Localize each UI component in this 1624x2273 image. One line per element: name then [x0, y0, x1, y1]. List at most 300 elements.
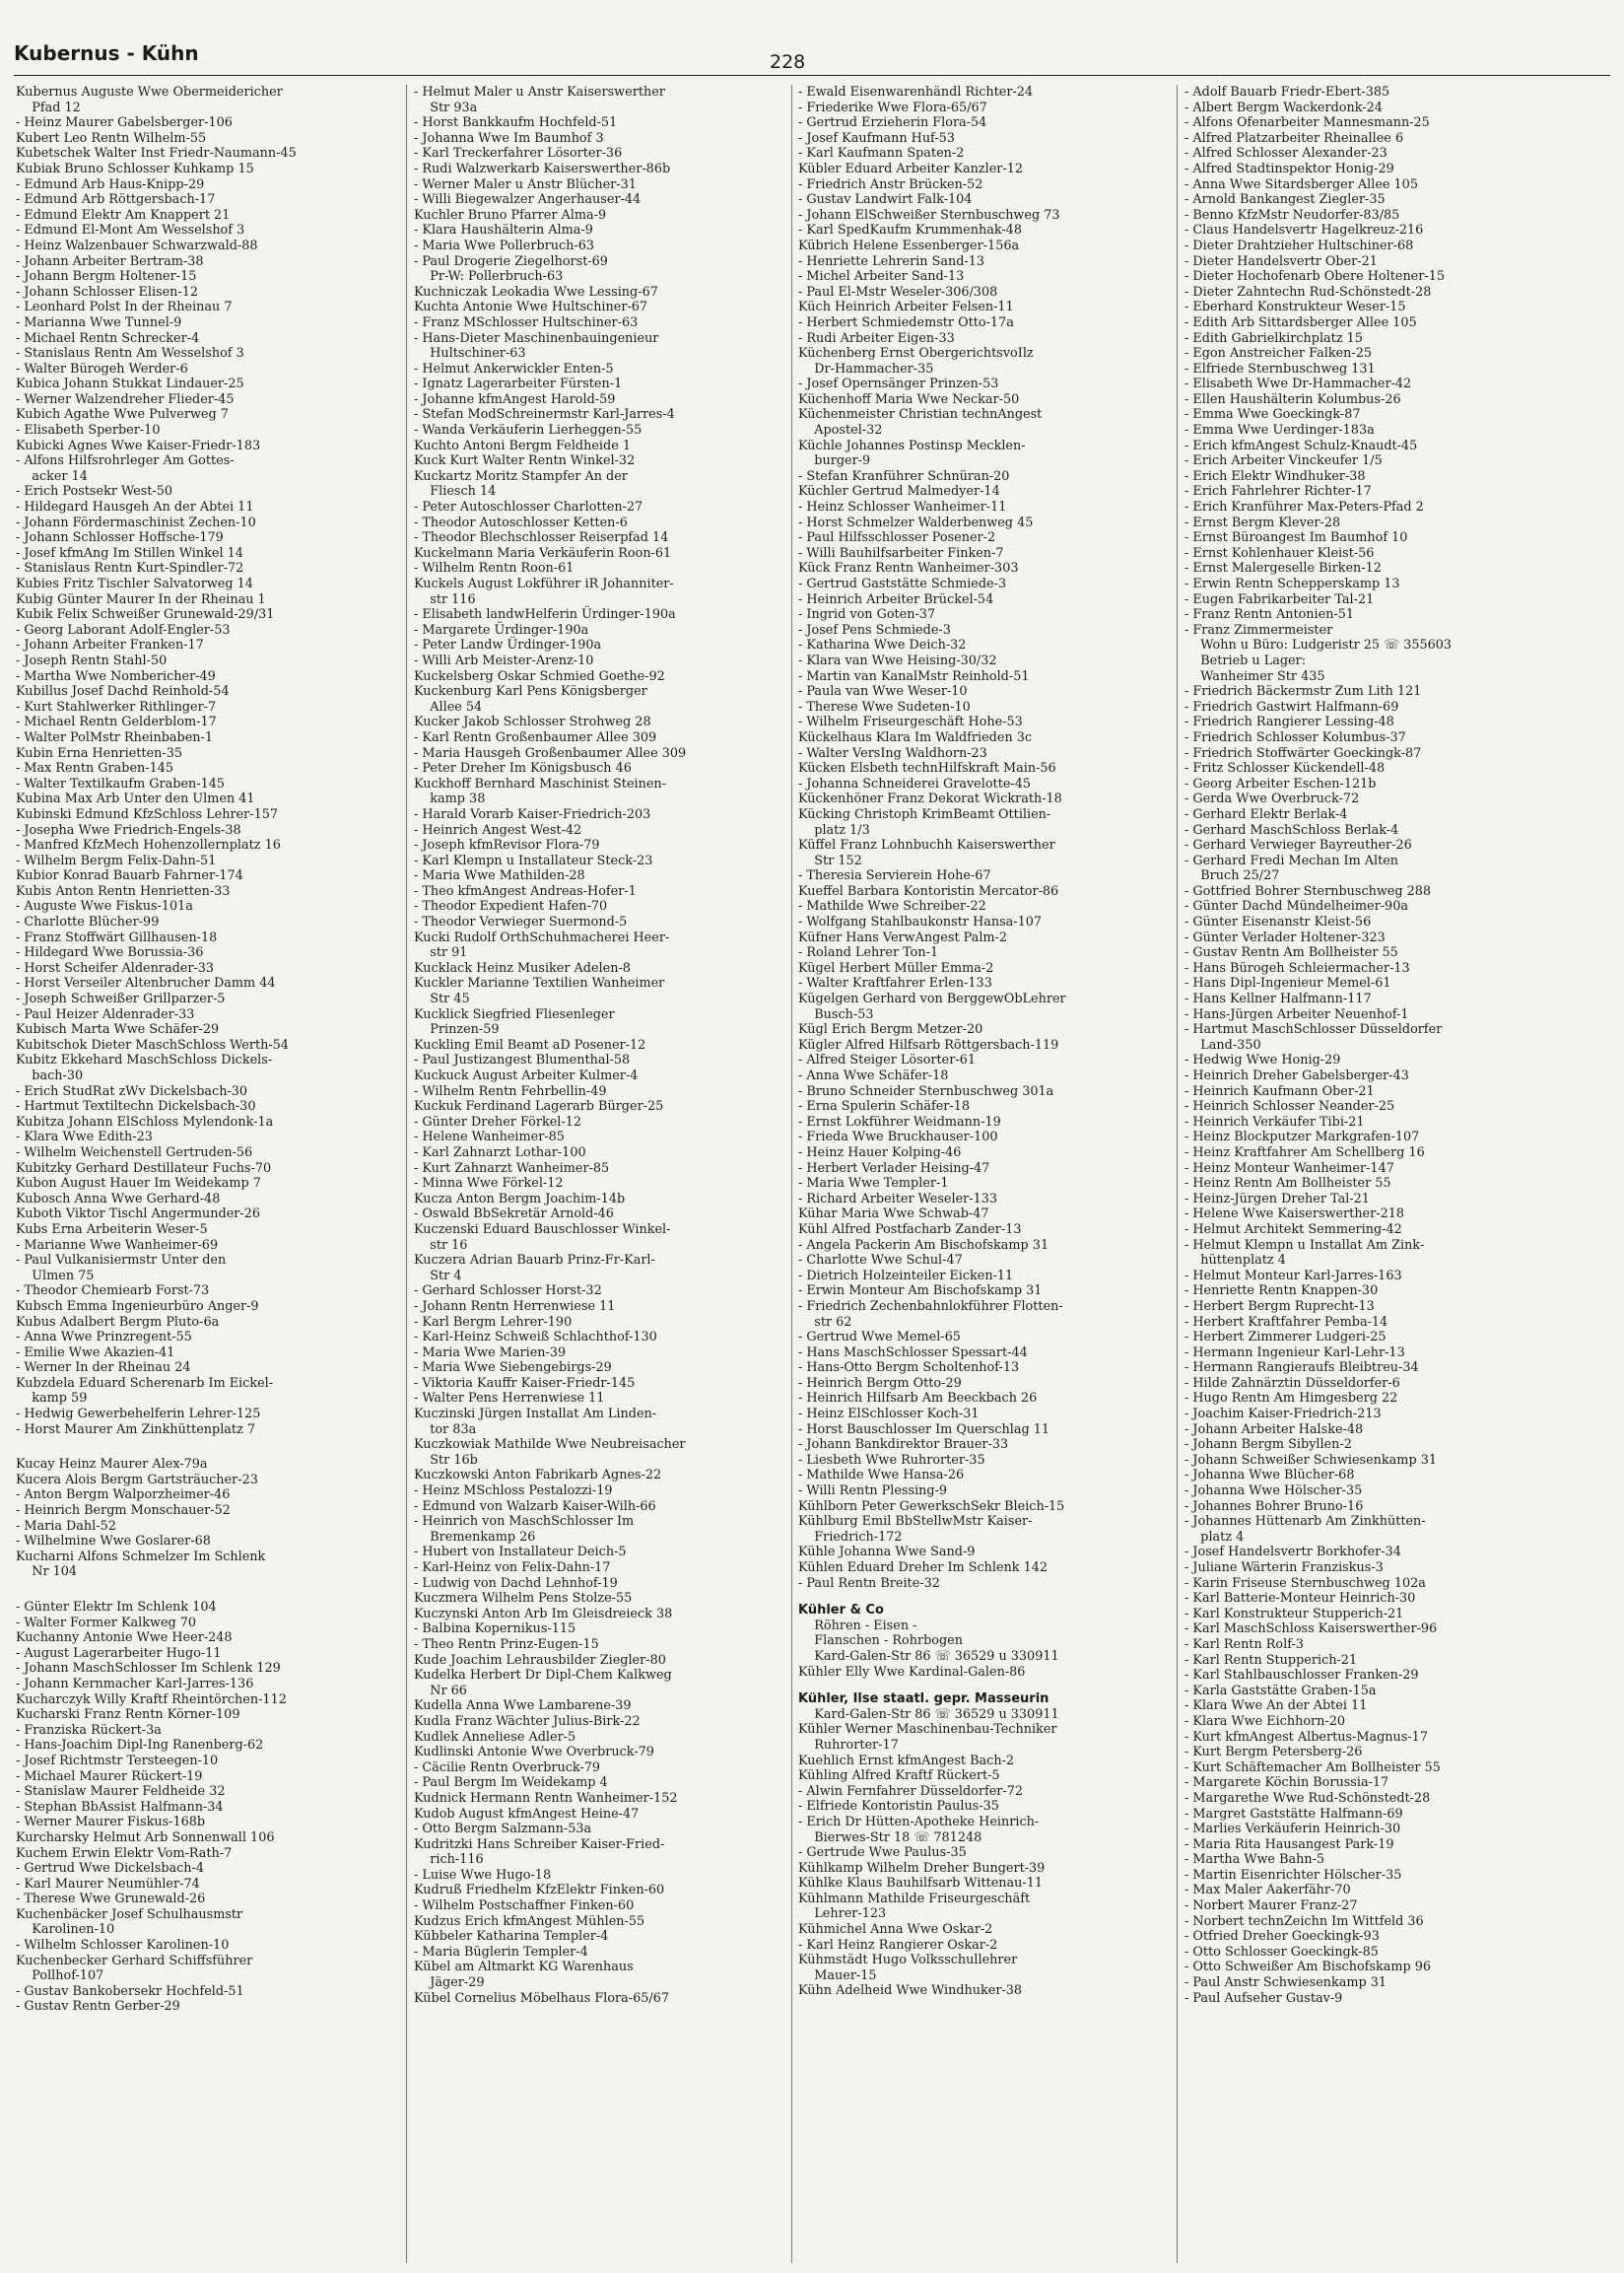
directory-entry: Kubillus Josef Dachd Reinhold-54	[16, 684, 230, 700]
directory-entry: - Heinrich Schlosser Neander-25	[1184, 1099, 1395, 1115]
directory-entry: - Alfred Steiger Lösorter-61	[798, 1053, 976, 1068]
directory-entry: - Erich StudRat zWv Dickelsbach-30	[16, 1083, 248, 1099]
directory-entry: - Edmund Elektr Am Knappert 21	[16, 207, 231, 223]
directory-entry: - Hans-Joachim Dipl-Ing Ranenberg-62	[16, 1738, 264, 1754]
directory-entry: - Heinrich Kaufmann Ober-21	[1184, 1083, 1375, 1099]
directory-entry: - Helmut Ankerwickler Enten-5	[414, 361, 614, 377]
directory-entry: - Walter Bürogeh Werder-6	[16, 361, 188, 377]
directory-entry: Kuckelmann Maria Verkäuferin Roon-61	[414, 545, 672, 561]
directory-entry: - Gerhard Elektr Berlak-4	[1184, 806, 1348, 822]
directory-entry: Kühle Johanna Wwe Sand-9	[798, 1545, 976, 1560]
directory-entry: - Heinz Rentn Am Bollheister 55	[1184, 1176, 1391, 1192]
directory-entry: - Karla Gaststätte Graben-15a	[1184, 1683, 1377, 1698]
directory-entry: Kübbeler Katharina Templer-4	[414, 1929, 609, 1945]
directory-entry: - Stanislaus Rentn Am Wesselshof 3	[16, 346, 244, 362]
directory-entry: - Fritz Schlosser Kückendell-48	[1184, 761, 1386, 777]
directory-entry: - Heinrich Dreher Gabelsberger-43	[1184, 1068, 1409, 1083]
directory-entry: Kuczkowiak Mathilde Wwe Neubreisacher Str 16b	[414, 1437, 686, 1468]
directory-entry: - Hartmut Textiltechn Dickelsbach-30	[16, 1099, 256, 1115]
directory-entry: - Helene Wwe Kaiserswerther-218	[1184, 1206, 1404, 1222]
directory-entry: - Friedrich Bäckermstr Zum Lith 121	[1184, 684, 1422, 700]
directory-entry: - Johann Arbeiter Halske-48	[1184, 1421, 1364, 1437]
directory-entry: - Horst Bauschlosser Im Querschlag 11	[798, 1421, 1050, 1437]
directory-entry: - Edmund Arb Haus-Knipp-29	[16, 176, 205, 192]
directory-entry: - Mathilde Wwe Schreiber-22	[798, 899, 986, 915]
directory-entry: - Eugen Fabrikarbeiter Tal-21	[1184, 591, 1375, 607]
directory-entry: Kubus Adalbert Bergm Pluto-6a	[16, 1314, 220, 1330]
directory-entry: Kuehlich Ernst kfmAngest Bach-2	[798, 1753, 1015, 1768]
directory-entry: - Hans Dipl-Ingenieur Memel-61	[1184, 976, 1391, 992]
directory-entry: - Theo Rentn Prinz-Eugen-15	[414, 1636, 599, 1652]
directory-entry: - Friedrich Stoffwärter Goeckingk-87	[1184, 745, 1422, 761]
directory-entry: - Claus Handelsvertr Hagelkreuz-216	[1184, 223, 1424, 239]
directory-entry: - Friederike Wwe Flora-65/67	[798, 100, 987, 115]
directory-entry: Kubitschok Dieter MaschSchloss Werth-54	[16, 1037, 289, 1053]
directory-entry: - August Lagerarbeiter Hugo-11	[16, 1645, 222, 1661]
directory-entry: - Horst Verseiler Altenbrucher Damm 44	[16, 976, 276, 992]
directory-entry: - Erich kfmAngest Schulz-Knaudt-45	[1184, 438, 1418, 453]
directory-entry: - Paul Drogerie Ziegelhorst-69 Pr-W: Pollerbruch-63	[414, 253, 608, 285]
directory-entry: - Elisabeth landwHelferin Ürdinger-190a	[414, 607, 676, 623]
directory-entry: - Edith Arb Sittardsberger Allee 105	[1184, 314, 1417, 330]
directory-entry: - Maria Wwe Pollerbruch-63	[414, 238, 595, 253]
directory-entry: Kühmichel Anna Wwe Oskar-2	[798, 1922, 993, 1938]
directory-entry: - Gerhard Verwieger Bayreuther-26	[1184, 838, 1412, 854]
directory-entry: Küffel Franz Lohnbuchh Kaiserswerther Str 152	[798, 838, 1055, 868]
directory-entry: - Benno KfzMstr Neudorfer-83/85	[1184, 207, 1400, 223]
directory-entry: - Karl Kaufmann Spaten-2	[798, 146, 965, 162]
directory-entry: Kucera Alois Bergm Gartsträucher-23	[16, 1472, 258, 1487]
directory-column-4	[1184, 85, 1569, 2263]
directory-entry: Kubzdela Eduard Scherenarb Im Eickel- kamp 59	[16, 1375, 274, 1407]
directory-entry: Kudnick Hermann Rentn Wanheimer-152	[414, 1790, 678, 1806]
directory-entry: Küchenhoff Maria Wwe Neckar-50	[798, 391, 1020, 407]
directory-entry: - Karl Klempn u Installateur Steck-23	[414, 853, 653, 868]
directory-entry: - Hugo Rentn Am Himgesberg 22	[1184, 1391, 1398, 1407]
directory-entry: - Johann MaschSchlosser Im Schlenk 129	[16, 1661, 281, 1677]
directory-entry: Kübel am Altmarkt KG Warenhaus Jäger-29	[414, 1960, 634, 1991]
directory-entry: - Heinrich Verkäufer Tibi-21	[1184, 1114, 1365, 1130]
directory-entry: - Edith Gabrielkirchplatz 15	[1184, 330, 1363, 346]
directory-entry: - Minna Wwe Förkel-12	[414, 1176, 564, 1192]
directory-entry: - Stefan ModSchreinermstr Karl-Jarres-4	[414, 407, 675, 423]
directory-entry: Kuczkowski Anton Fabrikarb Agnes-22	[414, 1468, 662, 1483]
directory-entry: - Marlies Verkäuferin Heinrich-30	[1184, 1822, 1401, 1837]
directory-entry: - Friedrich Rangierer Lessing-48	[1184, 715, 1394, 730]
directory-entry: - Helmut Architekt Semmering-42	[1184, 1221, 1402, 1237]
directory-entry: Kühlke Klaus Bauhilfsarb Wittenau-11	[798, 1876, 1044, 1892]
directory-entry: - Karl Stahlbauschlosser Franken-29	[1184, 1668, 1419, 1684]
column-divider	[406, 85, 407, 2263]
directory-entry: Kügl Erich Bergm Metzer-20	[798, 1022, 983, 1038]
directory-entry: - Günter Elektr Im Schlenk 104	[16, 1600, 217, 1615]
directory-entry: Kucker Jakob Schlosser Strohweg 28	[414, 715, 651, 730]
directory-entry: - Gustav Rentn Am Bollheister 55	[1184, 945, 1398, 961]
directory-entry: Kubernus Auguste Wwe Obermeidericher Pfad 12	[16, 85, 283, 115]
directory-entry: - Franz Rentn Antonien-51	[1184, 607, 1355, 623]
directory-entry: - Emilie Wwe Akazien-41	[16, 1344, 175, 1360]
directory-entry: Kuchler Bruno Pfarrer Alma-9	[414, 207, 607, 223]
directory-entry: - Stephan BbAssist Halfmann-34	[16, 1799, 224, 1815]
directory-entry: - Karl Heinz Rangierer Oskar-2	[798, 1937, 998, 1953]
directory-entry: - Johanna Wwe Hölscher-35	[1184, 1483, 1363, 1499]
directory-entry: - Norbert technZeichn Im Wittfeld 36	[1184, 1913, 1424, 1929]
directory-entry: Kudritzki Hans Schreiber Kaiser-Fried- rich-116	[414, 1836, 665, 1868]
directory-entry: - Max Rentn Graben-145	[16, 761, 174, 777]
directory-entry: - Helene Wanheimer-85	[414, 1130, 565, 1145]
directory-entry: - Franz Zimmermeister Wohn u Büro: Ludgeristr 25 ☏ 355603 Betrieb u Lager: Wanheimer Str 435	[1184, 622, 1453, 684]
directory-entry: - Josef Kaufmann Huf-53	[798, 130, 955, 146]
directory-entry: Kubon August Hauer Im Weidekamp 7	[16, 1176, 261, 1192]
directory-entry: - Klara Wwe An der Abtei 11	[1184, 1698, 1368, 1714]
directory-entry: - Ernst Kohlenhauer Kleist-56	[1184, 545, 1375, 561]
directory-entry: - Margarete Ürdinger-190a	[414, 622, 589, 638]
directory-entry: Kuckuck August Arbeiter Kulmer-4	[414, 1068, 639, 1083]
directory-entry: - Karl Zahnarzt Lothar-100	[414, 1144, 586, 1160]
directory-entry: - Elisabeth Sperber-10	[16, 423, 161, 439]
directory-entry: Kubis Anton Rentn Henrietten-33	[16, 883, 231, 899]
directory-entry: Kühn Adelheid Wwe Windhuker-38	[798, 1983, 1023, 1999]
directory-entry: - Heinrich Bergm Monschauer-52	[16, 1503, 231, 1519]
directory-entry: - Wilhelm Friseurgeschäft Hohe-53	[798, 715, 1023, 730]
directory-entry: - Dieter Zahntechn Rud-Schönstedt-28	[1184, 284, 1432, 300]
directory-entry: - Johanne kfmAngest Harold-59	[414, 391, 616, 407]
directory-entry: - Otto Schlosser Goeckingk-85	[1184, 1944, 1379, 1960]
directory-entry: - Hans MaschSchlosser Spessart-44	[798, 1344, 1028, 1360]
directory-entry: - Wilhelm Rentn Roon-61	[414, 561, 575, 577]
directory-entry: - Dieter Hochofenarb Obere Holtener-15	[1184, 269, 1445, 285]
directory-entry: - Erich Kranführer Max-Peters-Pfad 2	[1184, 500, 1424, 516]
directory-entry: - Karl Rentn Rolf-3	[1184, 1636, 1304, 1652]
directory-entry: - Maria Büglerin Templer-4	[414, 1944, 588, 1960]
directory-entry: Kühler & Co	[798, 1603, 884, 1619]
directory-entry: - Viktoria Kauffr Kaiser-Friedr-145	[414, 1375, 636, 1391]
directory-entry: - Georg Arbeiter Eschen-121b	[1184, 776, 1377, 792]
directory-entry: Kudlek Anneliese Adler-5	[414, 1729, 576, 1745]
directory-entry: - Michael Rentn Schrecker-4	[16, 330, 200, 346]
directory-entry: - Arnold Bankangest Ziegler-35	[1184, 192, 1386, 208]
directory-entry: - Hubert von Installateur Deich-5	[414, 1545, 627, 1560]
directory-entry: - Karin Friseuse Sternbuschweg 102a	[1184, 1575, 1426, 1591]
directory-entry: Kude Joachim Lehrausbilder Ziegler-80	[414, 1652, 666, 1668]
directory-entry: - Johann Arbeiter Bertram-38	[16, 253, 204, 269]
directory-entry: - Edmund von Walzarb Kaiser-Wilh-66	[414, 1498, 656, 1514]
directory-entry: - Johanna Wwe Im Baumhof 3	[414, 130, 604, 146]
directory-entry: Kuckuk Ferdinand Lagerarb Bürger-25	[414, 1099, 664, 1115]
directory-entry: - Klara van Wwe Heising-30/32	[798, 653, 997, 668]
directory-entry: - Josef Richtmstr Tersteegen-10	[16, 1753, 219, 1768]
directory-entry: - Hedwig Wwe Honig-29	[1184, 1053, 1341, 1068]
directory-entry: Kucharski Franz Rentn Körner-109	[16, 1707, 240, 1723]
directory-entry: - Oswald BbSekretär Arnold-46	[414, 1206, 614, 1222]
directory-entry: - Bruno Schneider Sternbuschweg 301a	[798, 1083, 1054, 1099]
directory-entry: - Kurt Zahnarzt Wanheimer-85	[414, 1160, 610, 1176]
directory-entry: - Gertrud Wwe Dickelsbach-4	[16, 1861, 205, 1877]
directory-entry: - Hildegard Wwe Borussia-36	[16, 945, 204, 961]
directory-entry: Kück Franz Rentn Wanheimer-303	[798, 561, 1019, 577]
directory-entry: - Wilhelmine Wwe Goslarer-68	[16, 1534, 211, 1550]
directory-entry: - Heinz Hauer Kolping-46	[798, 1144, 962, 1160]
directory-entry: - Franz MSchlosser Hultschiner-63	[414, 314, 639, 330]
directory-entry: - Rudi Arbeiter Eigen-33	[798, 330, 955, 346]
directory-entry: - Josef kfmAng Im Stillen Winkel 14	[16, 545, 243, 561]
directory-entry: - Emma Wwe Uerdinger-183a	[1184, 423, 1375, 439]
directory-entry: - Erich Dr Hütten-Apotheke Heinrich- Bierwes-Str 18 ☏ 781248	[798, 1814, 1040, 1845]
directory-entry: Kuchenbecker Gerhard Schiffsführer Pollhof-107	[16, 1953, 253, 1984]
directory-entry: Kuck Kurt Walter Rentn Winkel-32	[414, 453, 636, 469]
directory-entry: - Franziska Rückert-3a	[16, 1722, 162, 1738]
directory-entry: - Theo kfmAngest Andreas-Hofer-1	[414, 883, 637, 899]
directory-column-3	[798, 85, 1183, 2263]
directory-entry: - Ernst Bergm Klever-28	[1184, 515, 1341, 530]
directory-entry: - Alwin Fernfahrer Düsseldorfer-72	[798, 1783, 1024, 1799]
directory-entry: - Heinrich Angest West-42	[414, 822, 582, 838]
directory-entry: - Heinz Monteur Wanheimer-147	[1184, 1160, 1394, 1176]
directory-entry: - Karl Treckerfahrer Lösorter-36	[414, 146, 623, 162]
directory-entry: Kuckartz Moritz Stampfer An der Fliesch 14	[414, 468, 628, 500]
directory-entry: - Herbert Verlader Heising-47	[798, 1160, 990, 1176]
directory-entry: - Katharina Wwe Deich-32	[798, 638, 967, 654]
directory-entry: - Charlotte Blücher-99	[16, 915, 160, 930]
directory-entry: - Walter PolMstr Rheinbaben-1	[16, 729, 214, 745]
directory-entry: Kubinski Edmund KfzSchloss Lehrer-157	[16, 806, 279, 822]
directory-entry: Kubert Leo Rentn Wilhelm-55	[16, 130, 207, 146]
directory-entry: - Wilhelm Bergm Felix-Dahn-51	[16, 853, 217, 868]
directory-entry: Kubies Fritz Tischler Salvatorweg 14	[16, 577, 253, 591]
directory-entry: - Erna Spulerin Schäfer-18	[798, 1099, 971, 1115]
directory-entry: - Klara Wwe Eichhorn-20	[1184, 1713, 1345, 1729]
directory-entry: Kucklick Siegfried Fliesenleger Prinzen-59	[414, 1006, 615, 1038]
directory-entry: Kühlmann Mathilde Friseurgeschäft Lehrer-123	[798, 1891, 1031, 1922]
directory-entry: Kuczera Adrian Bauarb Prinz-Fr-Karl- Str 4	[414, 1253, 655, 1283]
directory-entry: - Otto Bergm Salzmann-53a	[414, 1822, 592, 1837]
directory-entry: - Gerhard Schlosser Horst-32	[414, 1283, 602, 1299]
directory-entry: Kudruß Friedhelm KfzElektr Finken-60	[414, 1883, 665, 1898]
directory-entry: - Willi Arb Meister-Arenz-10	[414, 653, 594, 668]
directory-entry: - Kurt Stahlwerker Rithlinger-7	[16, 699, 217, 715]
directory-entry: - Theodor Verwieger Suermond-5	[414, 915, 628, 930]
directory-entry: - Alfred Platzarbeiter Rheinallee 6	[1184, 130, 1404, 146]
directory-entry: - Gertrude Wwe Paulus-35	[798, 1845, 967, 1861]
directory-entry: Kühler Werner Maschinenbau-Techniker Ruhrorter-17	[798, 1722, 1057, 1753]
directory-entry: - Friedrich Gastwirt Halfmann-69	[1184, 699, 1399, 715]
directory-entry: Kard-Galen-Str 86 ☏ 36529 u 330911	[798, 1706, 1059, 1722]
directory-entry: - Ellen Haushälterin Kolumbus-26	[1184, 391, 1401, 407]
directory-entry: - Otfried Dreher Goeckingk-93	[1184, 1929, 1380, 1945]
directory-entry: Kückelhaus Klara Im Waldfrieden 3c	[798, 729, 1033, 745]
page-header	[14, 41, 1610, 76]
directory-entry: - Theodor Blechschlosser Reiserpfad 14	[414, 530, 669, 546]
directory-entry: - Margarete Köchin Borussia-17	[1184, 1775, 1389, 1791]
directory-entry: - Klara Wwe Edith-23	[16, 1130, 153, 1145]
directory-entry: - Gottfried Bohrer Sternbuschweg 288	[1184, 883, 1432, 899]
directory-entry: Küchle Johannes Postinsp Mecklen- burger-9	[798, 438, 1026, 469]
directory-entry: - Karl MaschSchloss Kaiserswerther-96	[1184, 1621, 1438, 1637]
directory-entry: - Henriette Rentn Knappen-30	[1184, 1283, 1379, 1299]
directory-entry: - Joseph Schweißer Grillparzer-5	[16, 992, 226, 1007]
directory-entry: - Alfons Ofenarbeiter Mannesmann-25	[1184, 115, 1430, 131]
directory-entry: Kubsch Emma Ingenieurbüro Anger-9	[16, 1298, 259, 1314]
directory-entry: Kückenhöner Franz Dekorat Wickrath-18	[798, 792, 1062, 807]
directory-entry: - Horst Maurer Am Zinkhüttenplatz 7	[16, 1421, 256, 1437]
directory-entry: - Karl SpedKaufm Krummenhak-48	[798, 223, 1022, 239]
directory-entry: - Wilhelm Weichenstell Gertruden-56	[16, 1144, 253, 1160]
directory-entry: - Marianne Wwe Wanheimer-69	[16, 1237, 219, 1253]
directory-entry: - Balbina Kopernikus-115	[414, 1621, 576, 1637]
directory-entry: - Hartmut MaschSchlosser Düsseldorfer Land-350	[1184, 1022, 1443, 1053]
directory-entry: - Wanda Verkäuferin Lierheggen-55	[414, 423, 643, 439]
directory-entry: - Therese Wwe Sudeten-10	[798, 699, 971, 715]
directory-entry: Kühlburg Emil BbStellwMstr Kaiser- Friedrich-172	[798, 1514, 1033, 1545]
directory-entry: - Ingrid von Goten-37	[798, 607, 936, 623]
directory-entry: - Johann Bankdirektor Brauer-33	[798, 1437, 1009, 1453]
directory-entry: - Rudi Walzwerkarb Kaiserswerther-86b	[414, 161, 671, 176]
directory-entry: - Cäcilie Rentn Overbruck-79	[414, 1759, 601, 1775]
header-name-range: Kubernus - Kühn	[14, 41, 199, 65]
directory-entry: - Hans-Otto Bergm Scholtenhof-13	[798, 1360, 1020, 1376]
directory-entry: Kuckenburg Karl Pens Königsberger Allee 54	[414, 684, 647, 715]
directory-entry: Kuchniczak Leokadia Wwe Lessing-67	[414, 284, 658, 300]
directory-entry: - Auguste Wwe Fiskus-101a	[16, 899, 193, 915]
directory-entry: - Edmund El-Mont Am Wesselshof 3	[16, 223, 245, 239]
directory-entry: - Egon Anstreicher Falken-25	[1184, 346, 1372, 362]
directory-entry: Kubica Johann Stukkat Lindauer-25	[16, 377, 244, 392]
directory-entry: - Heinz Walzenbauer Schwarzwald-88	[16, 238, 258, 253]
directory-entry: - Therese Wwe Grunewald-26	[16, 1892, 206, 1907]
directory-entry: - Josef Opernsänger Prinzen-53	[798, 377, 999, 392]
directory-entry: - Horst Scheifer Aldenrader-33	[16, 960, 215, 976]
directory-entry: - Wolfgang Stahlbaukonstr Hansa-107	[798, 915, 1043, 930]
directory-column-2	[414, 85, 798, 2263]
directory-entry: Kuczynski Anton Arb Im Gleisdreieck 38	[414, 1606, 673, 1621]
directory-entry: - Stefan Kranführer Schnüran-20	[798, 468, 1010, 484]
directory-entry: - Marianna Wwe Tunnel-9	[16, 314, 182, 330]
directory-entry: Kubicki Agnes Wwe Kaiser-Friedr-183	[16, 438, 261, 453]
directory-entry: - Paul Justizangest Blumenthal-58	[414, 1053, 631, 1068]
directory-entry: Kuczinski Jürgen Installat Am Linden- tor 83a	[414, 1407, 657, 1437]
directory-entry: Küch Heinrich Arbeiter Felsen-11	[798, 300, 1014, 315]
directory-entry: - Joseph Rentn Stahl-50	[16, 653, 168, 668]
directory-entry: Kuboth Viktor Tischl Angermunder-26	[16, 1206, 261, 1222]
directory-entry: Kühl Alfred Postfacharb Zander-13	[798, 1221, 1022, 1237]
directory-entry: - Alfred Stadtinspektor Honig-29	[1184, 161, 1394, 176]
directory-entry: - Johannes Hüttenarb Am Zinkhütten- platz 4	[1184, 1514, 1426, 1545]
directory-entry: Kühler, Ilse staatl. gepr. Masseurin	[798, 1691, 1049, 1707]
directory-entry: - Karl Konstrukteur Stupperich-21	[1184, 1606, 1404, 1621]
directory-entry: Kucza Anton Bergm Joachim-14b	[414, 1191, 626, 1206]
directory-entry: - Erich Arbeiter Vinckeufer 1/5	[1184, 453, 1383, 469]
directory-entry: - Paula van Wwe Weser-10	[798, 684, 968, 700]
directory-entry: - Günter Eisenanstr Kleist-56	[1184, 915, 1372, 930]
directory-entry: Kühar Maria Wwe Schwab-47	[798, 1206, 989, 1222]
directory-entry: Kuckhoff Bernhard Maschinist Steinen- kamp 38	[414, 776, 667, 807]
directory-entry: - Gerhard MaschSchloss Berlak-4	[1184, 822, 1399, 838]
directory-entry: - Heinz ElSchlosser Koch-31	[798, 1407, 980, 1422]
directory-entry: - Adolf Bauarb Friedr-Ebert-385	[1184, 85, 1390, 100]
directory-entry: - Paul Anstr Schwiesenkamp 31	[1184, 1975, 1387, 1991]
directory-entry: - Martin Eisenrichter Hölscher-35	[1184, 1867, 1402, 1883]
directory-entry: Küchenberg Ernst ObergerichtsvoIlz Dr-Hammacher-35	[798, 346, 1034, 377]
directory-entry: Kubitz Ekkehard MaschSchloss Dickels- bach-30	[16, 1053, 273, 1083]
directory-entry: - Klara Haushälterin Alma-9	[414, 223, 593, 239]
directory-entry: - Karl Bergm Lehrer-190	[414, 1314, 573, 1330]
directory-entry: - Werner Maler u Anstr Blücher-31	[414, 176, 637, 192]
directory-entry: - Joachim Kaiser-Friedrich-213	[1184, 1407, 1382, 1422]
directory-entry: - Maria Dahl-52	[16, 1518, 116, 1534]
directory-entry: - Hans Kellner Halfmann-117	[1184, 992, 1372, 1007]
directory-entry: - Manfred KfzMech Hohenzollernplatz 16	[16, 838, 281, 854]
directory-entry: - Max Maler Aakerfähr-70	[1184, 1883, 1351, 1898]
directory-entry: - Paul Rentn Breite-32	[798, 1575, 940, 1591]
directory-entry: - Werner Walzendreher Flieder-45	[16, 391, 235, 407]
directory-entry: - Herbert Bergm Ruprecht-13	[1184, 1298, 1375, 1314]
directory-entry: - Peter Landw Ürdinger-190a	[414, 638, 602, 654]
directory-entry: - Wilhelm Postschaffner Finken-60	[414, 1898, 635, 1914]
directory-entry: Kühmstädt Hugo Volksschullehrer Mauer-15	[798, 1953, 1018, 1983]
directory-entry: - Leonhard Polst In der Rheinau 7	[16, 300, 233, 315]
directory-entry: Kübler Eduard Arbeiter Kanzler-12	[798, 161, 1024, 176]
directory-entry: - Alfons Hilfsrohrleger Am Gottes- acker 14	[16, 453, 235, 484]
directory-entry: - Johanna Schneiderei Gravelotte-45	[798, 776, 1032, 792]
directory-entry: - Erich Fahrlehrer Richter-17	[1184, 484, 1372, 500]
directory-entry: Kucharczyk Willy Kraftf Rheintörchen-112	[16, 1691, 287, 1707]
directory-entry: Kuchenbäcker Josef Schulhausmstr Karolinen-10	[16, 1906, 243, 1938]
directory-entry: - Edmund Arb Röttgersbach-17	[16, 192, 216, 208]
directory-entry: - Anna Wwe Sitardsberger Allee 105	[1184, 176, 1418, 192]
directory-entry: - Willi Bauhilfsarbeiter Finken-7	[798, 545, 1004, 561]
directory-entry: - Angela Packerin Am Bischofskamp 31	[798, 1237, 1049, 1253]
directory-entry: - Josef Pens Schmiede-3	[798, 622, 951, 638]
directory-entry: - Dieter Drahtzieher Hultschiner-68	[1184, 238, 1414, 253]
directory-entry: - Hermann Ingenieur Karl-Lehr-13	[1184, 1344, 1405, 1360]
directory-entry: - Peter Dreher Im Königsbusch 46	[414, 761, 632, 777]
directory-entry: - Horst Bankkaufm Hochfeld-51	[414, 115, 618, 131]
directory-entry: - Heinrich Hilfsarb Am Beeckbach 26	[798, 1391, 1038, 1407]
directory-entry: - Harald Vorarb Kaiser-Friedrich-203	[414, 806, 651, 822]
directory-entry: Kubetschek Walter Inst Friedr-Naumann-45	[16, 146, 297, 162]
directory-entry: - Gustav Bankobersekr Hochfeld-51	[16, 1983, 244, 1999]
directory-entry: Kubitzky Gerhard Destillateur Fuchs-70	[16, 1160, 272, 1176]
directory-entry: - Peter Autoschlosser Charlotten-27	[414, 500, 643, 516]
directory-entry: - Hans-Jürgen Arbeiter Neuenhof-1	[1184, 1006, 1409, 1022]
directory-entry: - Kurt Bergm Petersberg-26	[1184, 1745, 1363, 1760]
directory-entry: Kubitza Johann ElSchloss Mylendonk-1a	[16, 1114, 274, 1130]
directory-entry: Kuckling Emil Beamt aD Posener-12	[414, 1037, 646, 1053]
directory-entry: Kucklack Heinz Musiker Adelen-8	[414, 960, 631, 976]
directory-entry: - Kurt kfmAngest Albertus-Magnus-17	[1184, 1729, 1428, 1745]
directory-entry: - Heinz Maurer Gabelsberger-106	[16, 115, 233, 131]
directory-entry: - Heinz-Jürgen Dreher Tal-21	[1184, 1191, 1370, 1206]
directory-entry: Kubich Agathe Wwe Pulverweg 7	[16, 407, 229, 423]
directory-entry: - Paul Bergm Im Weidekamp 4	[414, 1775, 608, 1791]
directory-entry: - Erwin Monteur Am Bischofskamp 31	[798, 1283, 1043, 1299]
directory-entry: - Theodor Autoschlosser Ketten-6	[414, 515, 628, 530]
directory-entry: - Michael Rentn Gelderblom-17	[16, 715, 217, 730]
directory-entry: - Alfred Schlosser Alexander-23	[1184, 146, 1387, 162]
directory-entry: Kuckels August Lokführer iR Johanniter- str 116	[414, 577, 674, 607]
directory-entry: Kueffel Barbara Kontoristin Mercator-86	[798, 883, 1059, 899]
directory-entry: - Maria Wwe Mathilden-28	[414, 868, 585, 884]
directory-entry: - Hermann Rangieraufs Bleibtreu-34	[1184, 1360, 1419, 1376]
directory-entry: Kudlinski Antonie Wwe Overbruck-79	[414, 1745, 654, 1760]
directory-entry: Kucharni Alfons Schmelzer Im Schlenk Nr 104	[16, 1549, 266, 1580]
directory-entry: - Mathilde Wwe Hansa-26	[798, 1468, 965, 1483]
directory-entry: - Karl Rentn Großenbaumer Allee 309	[414, 729, 657, 745]
directory-entry: - Hans Bürogeh Schleiermacher-13	[1184, 960, 1410, 976]
directory-entry: Kubin Erna Henrietten-35	[16, 745, 182, 761]
directory-entry: - Heinz Schlosser Wanheimer-11	[798, 500, 1007, 516]
directory-entry: - Ludwig von Dachd Lehnhof-19	[414, 1575, 618, 1591]
